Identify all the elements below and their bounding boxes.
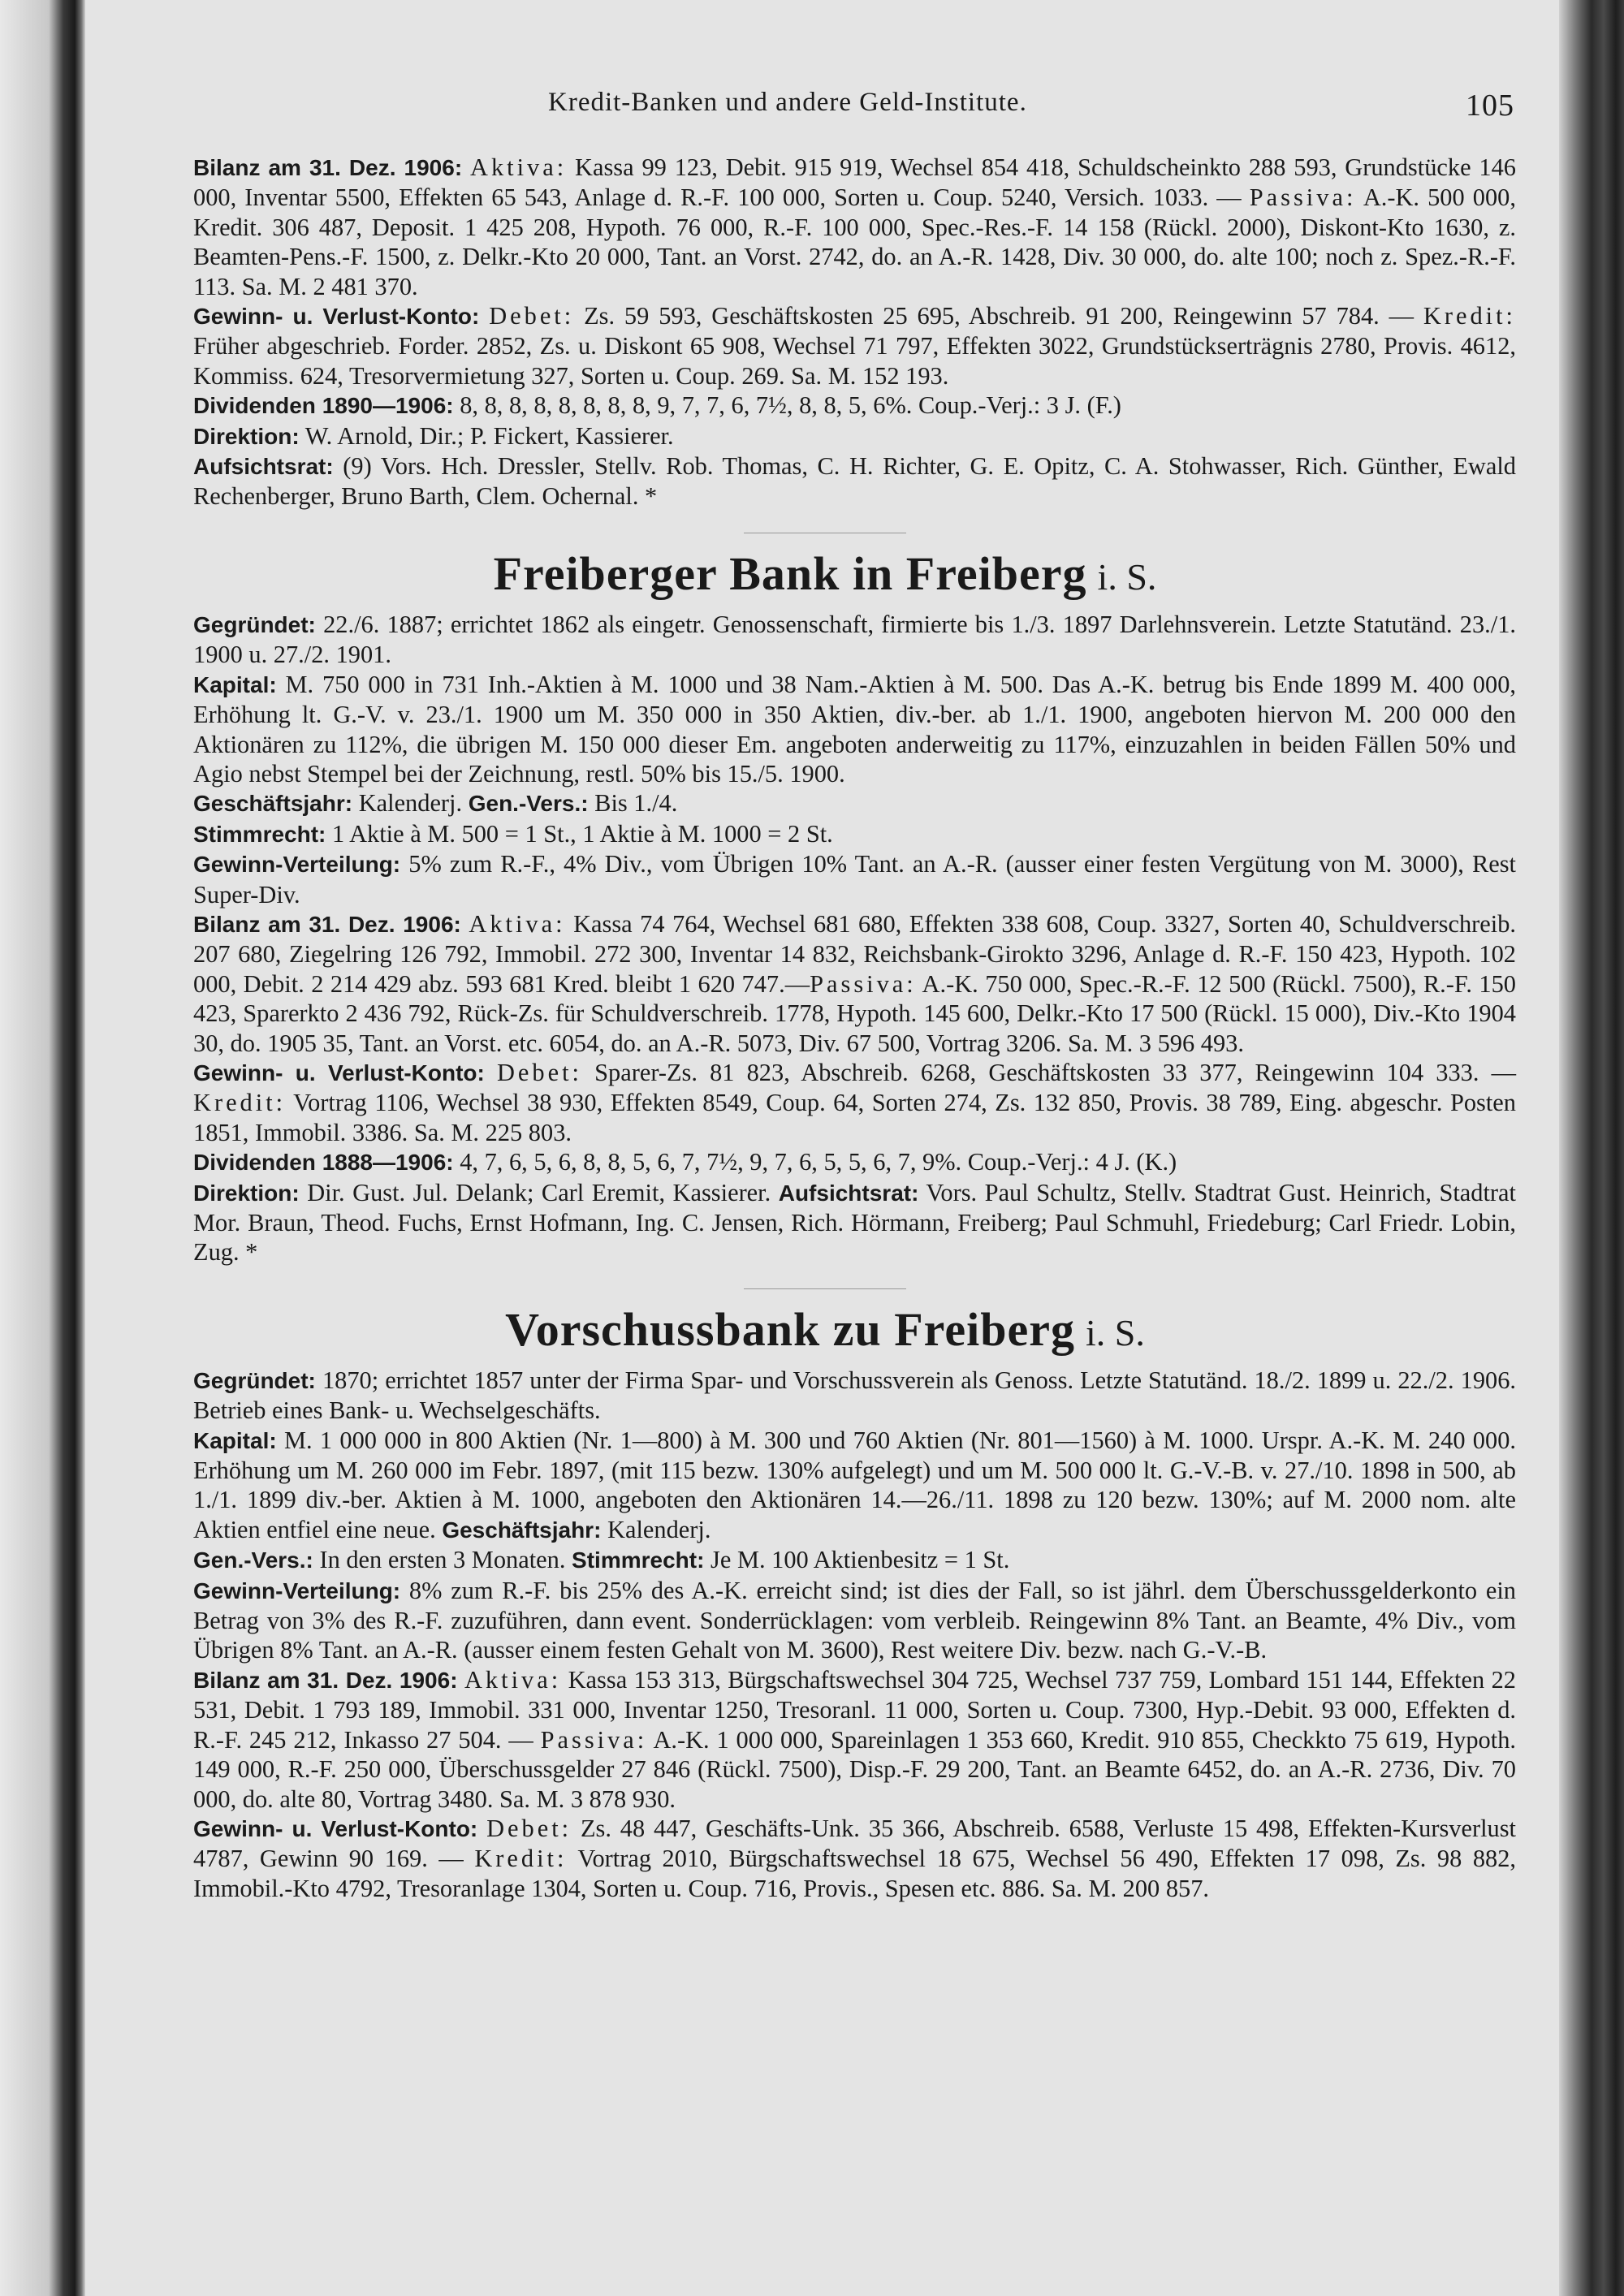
fb-gegr-text: 22./6. 1887; errichtet 1862 als eingetr. Genossenschaft, firmierte bis 1./3. 1897 Darlehnsverein. Letzte Statutänd. 23./1. 1900 u. 27./2. 1901. (193, 610, 1516, 669)
vb-bilanz-text-1: Kassa 153 313, Bürgschaftswechsel 304 725, Wechsel 737 759, Lombard 151 144, Effekten 22 531, Debit. 1 793 189, Immobil. 331 000, Inventar 1250, Tresoranl. 11 000, Sorten u. Coup. 7300, Hyp.-Debit. 93 000, Effekten d. R.-F. 245 212, Inkasso 27 504. — (193, 1665, 1516, 1754)
vb-gewv-label: Gewinn-Verteilung: (193, 1577, 401, 1603)
prev-bilanz-text-2: A.-K. 500 000, Kredit. 306 487, Deposit. 1 425 208, Hypoth. 76 000, R.-F. 100 000, Spec.-Res.-F. 14 158 (Rückl. 2000), Diskont-Kto 1630, z. Beamten-Pens.-F. 1500, z. Delkr.-Kto 20 000, Tant. an Vorst. 2742, do. an A.-R. 1428, Div. 30 000, do. alte 100; noch z. Spez.-R.-F. 113. Sa. M. 2 481 370. (193, 183, 1516, 300)
vb-bilanz (134, 1665, 1516, 1814)
prev-debet-word: Debet: (489, 302, 575, 330)
freiberger-bank-suffix: i. S. (1097, 555, 1157, 598)
vb-gegruendet (134, 1366, 1516, 1426)
running-title: Kredit-Banken und andere Geld-Institute. (548, 88, 1027, 117)
vb-stimm-text: Je M. 100 Aktienbesitz = 1 St. (710, 1546, 1010, 1574)
prev-dividenden (134, 391, 1516, 421)
vb-gegr-text: 1870; errichtet 1857 unter der Firma Spar- und Vorschussverein als Genoss. Letzte Statutänd. 18./2. 1899 u. 22./2. 1906. Betrieb eines Bank- u. Wechselgeschäfts. (193, 1366, 1516, 1425)
vb-gegr-label: Gegründet: (193, 1367, 316, 1393)
prev-gv-text-1: Zs. 59 593, Geschäftskosten 25 695, Abschreib. 91 200, Reingewinn 57 784. — (584, 302, 1415, 330)
fb-bilanz-text-2: A.-K. 750 000, Spec.-R.-F. 12 500 (Rückl. 7500), R.-F. 150 423, Sparerkto 2 436 792, Rück-Zs. für Schuldverschreib. 1778, Hypoth. 145 600, Delkr.-Kto 17 500 (Rückl. 15 000), Div.-Kto 1904 30, do. 1905 35, Tant. an Vorst. etc. 6054, do. an A.-R. 5073, Div. 67 500, Vortrag 3206. Sa. M. 3 596 493. (193, 969, 1516, 1057)
fb-gegr-label: Gegründet: (193, 611, 316, 637)
vb-gv-text-1: Zs. 48 447, Geschäfts-Unk. 35 366, Abschreib. 6588, Verluste 15 498, Effekten-Kursverlust 4787, Gewinn 90 169. — (193, 1814, 1516, 1873)
prev-ar-text: (9) Vors. Hch. Dressler, Stellv. Rob. Thomas, C. H. Richter, G. E. Opitz, C. A. Stohwasser, Rich. Günther, Ewald Rechenberger, Bruno Barth, Clem. Ochernal. * (193, 452, 1516, 511)
fb-gegruendet (134, 610, 1516, 670)
prev-div-label: Dividenden 1890—1906: (193, 393, 454, 419)
vb-debet-word: Debet: (486, 1814, 572, 1842)
book-edge-right (1559, 0, 1624, 2296)
fb-kapital-text: M. 750 000 in 731 Inh.-Aktien à M. 1000 und 38 Nam.-Aktien à M. 500. Das A.-K. betrug bis Ende 1899 M. 400 000, Erhöhung lt. G.-V. v. 23./1. 1900 um M. 350 000 in 350 Aktien, div.-ber. ab 1./1. 1900, angeboten hiervon M. 200 000 den Aktionären zu 112%, die übrigen M. 150 000 dieser Em. angeboten anderweitig zu 117%, einzuzahlen in beiden Fällen 50% und Agio nebst Stempel bei der Zeichnung, restl. 50% bis 15./5. 1900. (193, 670, 1516, 788)
vb-aktiva-word: Aktiva: (464, 1665, 562, 1694)
fb-ar-text: Vors. Paul Schultz, Stellv. Stadtrat Gust. Heinrich, Stadtrat Mor. Braun, Theod. Fuchs, Ernst Hofmann, Ing. C. Jensen, Rich. Hörmann, Freiberg; Paul Schmuhl, Friedeburg; Carl Friedr. Lobin, Zug. * (193, 1178, 1516, 1267)
prev-bilanz (134, 153, 1516, 301)
fb-gewinn-verteilung (134, 849, 1516, 909)
fb-gewv-text: 5% zum R.-F., 4% Div., vom Übrigen 10% Tant. an A.-R. (ausser einer festen Vergütung von M. 3000), Rest Super-Div. (193, 850, 1516, 908)
vb-genvers-text: In den ersten 3 Monaten. (319, 1546, 566, 1574)
vb-genvers-label: Gen.-Vers.: (193, 1547, 313, 1573)
prev-dir-text: W. Arnold, Dir.; P. Fickert, Kassierer. (304, 421, 674, 450)
fb-direktion (134, 1178, 1516, 1267)
fb-debet-word: Debet: (496, 1058, 582, 1086)
vb-gewv-text: 8% zum R.-F. bis 25% des A.-K. erreicht sind; ist dies der Fall, so ist jährl. dem Überschussgelderkonto ein Betrag von 3% des R.-F. zuzuführen, dann event. Sonderrücklagen: vom verbleib. Reingewinn 8% Tant. an Beamte, 4% Div., vom Übrigen 8% Tant. an A.-R. (ausser einem festen Gehalt von M. 3600), Rest weitere Div. bezw. nach G.-V.-B. (193, 1576, 1516, 1664)
prev-bilanz-label: Bilanz am 31. Dez. 1906: (193, 155, 463, 180)
prev-div-text: 8, 8, 8, 8, 8, 8, 8, 8, 9, 7, 7, 6, 7½, 8, 8, 5, 6%. Coup.-Verj.: 3 J. (F.) (460, 391, 1121, 420)
fb-gewv-label: Gewinn-Verteilung: (193, 852, 401, 878)
fb-bilanz-label: Bilanz am 31. Dez. 1906: (193, 911, 461, 937)
vb-stimm-label: Stimmrecht: (572, 1547, 705, 1573)
vorschussbank-name: Vorschussbank zu Freiberg (505, 1302, 1075, 1356)
fb-stimm-text: 1 Aktie à M. 500 = 1 St., 1 Aktie à M. 1000 = 2 St. (331, 819, 833, 848)
prev-direktion (134, 421, 1516, 451)
fb-dividenden (134, 1147, 1516, 1177)
fb-dir-text: Dir. Gust. Jul. Delank; Carl Eremit, Kassierer. (307, 1178, 771, 1206)
fb-gv-text-2: Vortrag 1106, Wechsel 38 930, Effekten 8549, Coup. 64, Sorten 274, Zs. 132 850, Provis. 38 789, Eing. abgeschr. Posten 1851, Immobil. 3386. Sa. M. 225 803. (193, 1089, 1516, 1146)
separator-rule (744, 1288, 906, 1289)
prev-passiva-word: Passiva: (1249, 183, 1357, 212)
vb-kapital-text: M. 1 000 000 in 800 Aktien (Nr. 1—800) à M. 300 und 760 Aktien (Nr. 801—1560) à M. 1000. Urspr. A.-K. M. 240 000. Erhöhung um M. 260 000 im Febr. 1897, (mit 115 bezw. 130% aufgelegt) und um M. 500 000 lt. G.-V.-B. v. 27./10. 1898 in 500, ab 1./1. 1899 div.-ber. Aktien à M. 1000, angeboten den Aktionären 14.—26./11. 1898 zu 120 bezw. 130%; auf M. 2000 nom. alte Aktien entfiel eine neue. (193, 1426, 1516, 1543)
fb-genvers-text: Bis 1./4. (594, 789, 678, 818)
vb-kredit-word: Kredit: (474, 1845, 568, 1873)
running-header (548, 88, 1514, 123)
vb-genvers (134, 1545, 1516, 1575)
fb-div-text: 4, 7, 6, 5, 6, 8, 8, 5, 6, 7, 7½, 9, 7, 6, 5, 5, 6, 7, 9%. Coup.-Verj.: 4 J. (K.) (460, 1148, 1177, 1176)
vb-gj-text: Kalenderj. (607, 1515, 711, 1543)
prev-bilanz-text-1: Kassa 99 123, Debit. 915 919, Wechsel 854 418, Schuldscheinkto 288 593, Grundstücke 146 000, Inventar 5500, Effekten 65 543, Anlage d. R.-F. 100 000, Sorten u. Coup. 5240, Versich. 1033. — (193, 153, 1516, 212)
page (85, 0, 1559, 2296)
vorschussbank-suffix: i. S. (1085, 1311, 1145, 1353)
vb-gewinn-verteilung (134, 1576, 1516, 1665)
fb-bilanz-text-1: Kassa 74 764, Wechsel 681 680, Effekten 338 608, Coup. 3327, Sorten 40, Schuldverschreib. 207 680, Ziegelring 126 792, Immobil. 272 300, Inventar 14 832, Reichsbank-Girokto 3296, Anlage d. R.-F. 150 423, Hypoth. 102 000, Debit. 2 214 429 abz. 593 681 Kred. bleibt 1 620 747.— (193, 909, 1516, 998)
book-binding-left (0, 0, 85, 2296)
prev-gv-text-2: Früher abgeschrieb. Forder. 2852, Zs. u. Diskont 65 908, Wechsel 71 797, Effekten 3022, Grundstückserträgnis 2780, Provis. 4612, Kommiss. 624, Tresorvermietung 327, Sorten u. Coup. 269. Sa. M. 152 193. (193, 332, 1516, 390)
fb-aktiva-word: Aktiva: (469, 909, 566, 938)
fb-stimm-label: Stimmrecht: (193, 821, 326, 847)
freiberger-bank-name: Freiberger Bank in Freiberg (493, 546, 1087, 600)
page-body (134, 153, 1516, 1903)
fb-gj-text: Kalenderj. (358, 789, 463, 818)
vb-gj-label: Geschäftsjahr: (442, 1517, 602, 1543)
vb-kapital-label: Kapital: (193, 1427, 277, 1453)
fb-dir-label: Direktion: (193, 1180, 300, 1206)
fb-genvers-label: Gen.-Vers.: (468, 791, 589, 817)
vb-bilanz-label: Bilanz am 31. Dez. 1906: (193, 1667, 458, 1693)
fb-kapital (134, 670, 1516, 789)
vb-gv (134, 1814, 1516, 1903)
fb-ar-label: Aufsichtsrat: (778, 1180, 919, 1206)
fb-gv-text-1: Sparer-Zs. 81 823, Abschreib. 6268, Geschäftskosten 33 377, Reingewinn 104 333. — (594, 1058, 1516, 1086)
prev-aktiva-word: Aktiva: (470, 153, 568, 181)
vb-passiva-word: Passiva: (540, 1725, 648, 1754)
vb-gv-text-2: Vortrag 2010, Bürgschaftswechsel 18 675, Wechsel 56 490, Effekten 17 098, Zs. 98 882, Immobil.-Kto 4792, Tresoranlage 1304, Sorten u. Coup. 716, Provis., Spesen etc. 886. Sa. M. 200 857. (193, 1845, 1516, 1902)
vb-kapital (134, 1426, 1516, 1546)
prev-kredit-word: Kredit: (1423, 302, 1516, 330)
fb-stimmrecht (134, 819, 1516, 849)
freiberger-bank-title (134, 548, 1516, 603)
vorschussbank-title (134, 1304, 1516, 1359)
prev-gv-label: Gewinn- u. Verlust-Konto: (193, 304, 480, 330)
fb-geschaeftsjahr (134, 788, 1516, 818)
fb-passiva-word: Passiva: (810, 969, 917, 998)
fb-bilanz (134, 909, 1516, 1058)
fb-kredit-word: Kredit: (193, 1089, 287, 1117)
prev-aufsichtsrat (134, 451, 1516, 511)
fb-gv-label: Gewinn- u. Verlust-Konto: (193, 1060, 485, 1085)
page-number: 105 (1466, 88, 1514, 123)
prev-ar-label: Aufsichtsrat: (193, 454, 334, 480)
fb-gv (134, 1058, 1516, 1147)
prev-gv (134, 301, 1516, 391)
fb-gj-label: Geschäftsjahr: (193, 791, 353, 817)
fb-div-label: Dividenden 1888—1906: (193, 1150, 454, 1176)
prev-dir-label: Direktion: (193, 423, 300, 449)
vb-bilanz-text-2: A.-K. 1 000 000, Spareinlagen 1 353 660, Kredit. 910 855, Checkkto 75 619, Hypoth. 149 000, R.-F. 250 000, Überschussgelder 27 846 (Rückl. 7500), Disp.-F. 29 200, Tant. an Beamte 6452, do. an A.-R. 2736, Div. 70 000, do. alte 80, Vortrag 3480. Sa. M. 3 878 930. (193, 1725, 1516, 1813)
fb-kapital-label: Kapital: (193, 671, 277, 697)
vb-gv-label: Gewinn- u. Verlust-Konto: (193, 1815, 478, 1841)
